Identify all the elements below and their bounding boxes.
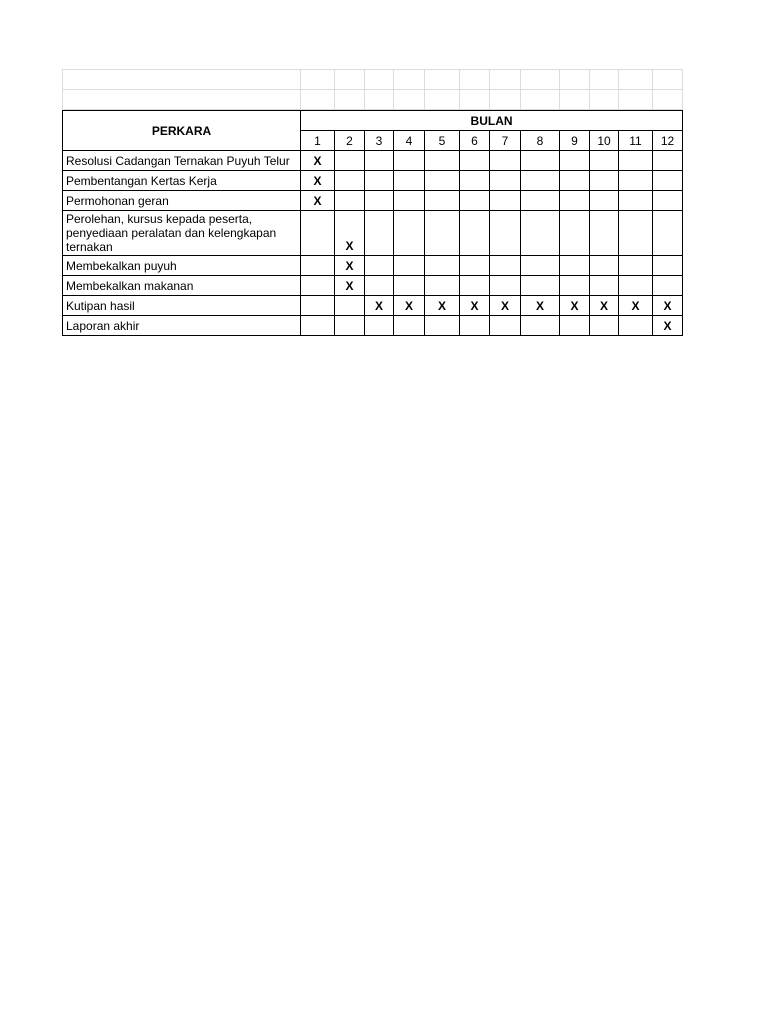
schedule-cell xyxy=(301,316,335,336)
schedule-cell xyxy=(394,316,425,336)
schedule-cell xyxy=(425,211,460,256)
schedule-mark: X xyxy=(335,276,365,296)
schedule-mark: X xyxy=(425,296,460,316)
schedule-cell xyxy=(425,151,460,171)
table-row xyxy=(63,296,683,316)
table-row xyxy=(63,316,683,336)
schedule-cell xyxy=(365,276,394,296)
activity-label: Pembentangan Kertas Kerja xyxy=(63,171,301,191)
activity-label: Resolusi Cadangan Ternakan Puyuh Telur xyxy=(63,151,301,171)
schedule-cell xyxy=(301,296,335,316)
month-header-12: 12 xyxy=(653,131,683,151)
schedule-cell xyxy=(521,171,560,191)
month-header-5: 5 xyxy=(425,131,460,151)
schedule-cell xyxy=(590,171,619,191)
schedule-cell xyxy=(560,276,590,296)
schedule-cell xyxy=(653,276,683,296)
schedule-cell xyxy=(365,171,394,191)
schedule-cell xyxy=(521,316,560,336)
schedule-cell xyxy=(460,151,490,171)
schedule-cell xyxy=(560,256,590,276)
schedule-mark: X xyxy=(619,296,653,316)
schedule-cell xyxy=(335,316,365,336)
schedule-cell xyxy=(619,316,653,336)
schedule-cell xyxy=(425,316,460,336)
schedule-cell xyxy=(460,191,490,211)
schedule-cell xyxy=(653,171,683,191)
month-header-11: 11 xyxy=(619,131,653,151)
schedule-mark: X xyxy=(335,211,365,256)
table-row xyxy=(63,151,683,171)
schedule-cell xyxy=(425,171,460,191)
schedule-cell xyxy=(619,276,653,296)
schedule-cell xyxy=(590,191,619,211)
schedule-cell xyxy=(490,171,521,191)
month-header-4: 4 xyxy=(394,131,425,151)
schedule-cell xyxy=(490,276,521,296)
schedule-body xyxy=(63,151,683,336)
schedule-cell xyxy=(490,256,521,276)
schedule-cell xyxy=(335,171,365,191)
schedule-cell xyxy=(335,151,365,171)
schedule-cell xyxy=(490,191,521,211)
month-header-6: 6 xyxy=(460,131,490,151)
schedule-cell xyxy=(490,316,521,336)
month-header-8: 8 xyxy=(521,131,560,151)
schedule-cell xyxy=(460,316,490,336)
schedule-mark: X xyxy=(335,256,365,276)
month-header-7: 7 xyxy=(490,131,521,151)
schedule-cell xyxy=(460,256,490,276)
schedule-cell xyxy=(394,191,425,211)
activity-label: Permohonan geran xyxy=(63,191,301,211)
schedule-cell xyxy=(560,316,590,336)
month-header-3: 3 xyxy=(365,131,394,151)
schedule-cell xyxy=(653,256,683,276)
schedule-cell xyxy=(394,211,425,256)
schedule-cell xyxy=(619,151,653,171)
month-header-2: 2 xyxy=(335,131,365,151)
schedule-cell xyxy=(590,256,619,276)
schedule-cell xyxy=(521,151,560,171)
schedule-cell xyxy=(301,211,335,256)
schedule-cell xyxy=(365,151,394,171)
activity-label: Perolehan, kursus kepada peserta, penyediaan peralatan dan kelengkapan ternakan xyxy=(63,211,301,256)
schedule-cell xyxy=(590,316,619,336)
schedule-cell xyxy=(394,171,425,191)
schedule-cell xyxy=(619,211,653,256)
schedule-cell xyxy=(365,211,394,256)
month-header-10: 10 xyxy=(590,131,619,151)
month-header-1: 1 xyxy=(301,131,335,151)
schedule-mark: X xyxy=(365,296,394,316)
table-row xyxy=(63,191,683,211)
schedule-mark: X xyxy=(560,296,590,316)
schedule-cell xyxy=(365,256,394,276)
schedule-mark: X xyxy=(490,296,521,316)
schedule-mark: X xyxy=(301,151,335,171)
empty-grid-rows xyxy=(62,69,683,110)
schedule-cell xyxy=(394,151,425,171)
activity-label: Kutipan hasil xyxy=(63,296,301,316)
schedule-cell xyxy=(335,191,365,211)
activity-label: Membekalkan puyuh xyxy=(63,256,301,276)
schedule-cell xyxy=(619,256,653,276)
schedule-mark: X xyxy=(521,296,560,316)
schedule-cell xyxy=(590,151,619,171)
schedule-cell xyxy=(560,171,590,191)
activity-label: Laporan akhir xyxy=(63,316,301,336)
schedule-cell xyxy=(653,191,683,211)
schedule-mark: X xyxy=(460,296,490,316)
schedule-cell xyxy=(521,191,560,211)
schedule-cell xyxy=(460,211,490,256)
schedule-cell xyxy=(619,171,653,191)
month-header-9: 9 xyxy=(560,131,590,151)
schedule-cell xyxy=(425,276,460,296)
table-row xyxy=(63,171,683,191)
schedule-cell xyxy=(460,171,490,191)
activity-schedule-table xyxy=(62,110,683,336)
schedule-mark: X xyxy=(590,296,619,316)
table-row xyxy=(63,211,683,256)
schedule-cell xyxy=(490,151,521,171)
schedule-cell xyxy=(335,296,365,316)
schedule-cell xyxy=(590,276,619,296)
schedule-cell xyxy=(490,211,521,256)
schedule-mark: X xyxy=(301,191,335,211)
schedule-mark: X xyxy=(301,171,335,191)
schedule-cell xyxy=(394,256,425,276)
schedule-cell xyxy=(560,211,590,256)
schedule-cell xyxy=(301,276,335,296)
table-row xyxy=(63,276,683,296)
schedule-cell xyxy=(521,276,560,296)
header-bulan: BULAN xyxy=(301,111,683,131)
schedule-mark: X xyxy=(653,296,683,316)
schedule-cell xyxy=(653,151,683,171)
schedule-cell xyxy=(521,256,560,276)
schedule-cell xyxy=(425,191,460,211)
header-perkara: PERKARA xyxy=(63,111,301,151)
schedule-mark: X xyxy=(394,296,425,316)
schedule-mark: X xyxy=(653,316,683,336)
table-row xyxy=(63,256,683,276)
schedule-cell xyxy=(653,211,683,256)
schedule-cell xyxy=(365,191,394,211)
schedule-cell xyxy=(460,276,490,296)
schedule-cell xyxy=(365,316,394,336)
schedule-cell xyxy=(560,191,590,211)
schedule-cell xyxy=(560,151,590,171)
activity-label: Membekalkan makanan xyxy=(63,276,301,296)
schedule-cell xyxy=(521,211,560,256)
schedule-cell xyxy=(394,276,425,296)
schedule-cell xyxy=(425,256,460,276)
schedule-cell xyxy=(301,256,335,276)
schedule-cell xyxy=(619,191,653,211)
schedule-cell xyxy=(590,211,619,256)
